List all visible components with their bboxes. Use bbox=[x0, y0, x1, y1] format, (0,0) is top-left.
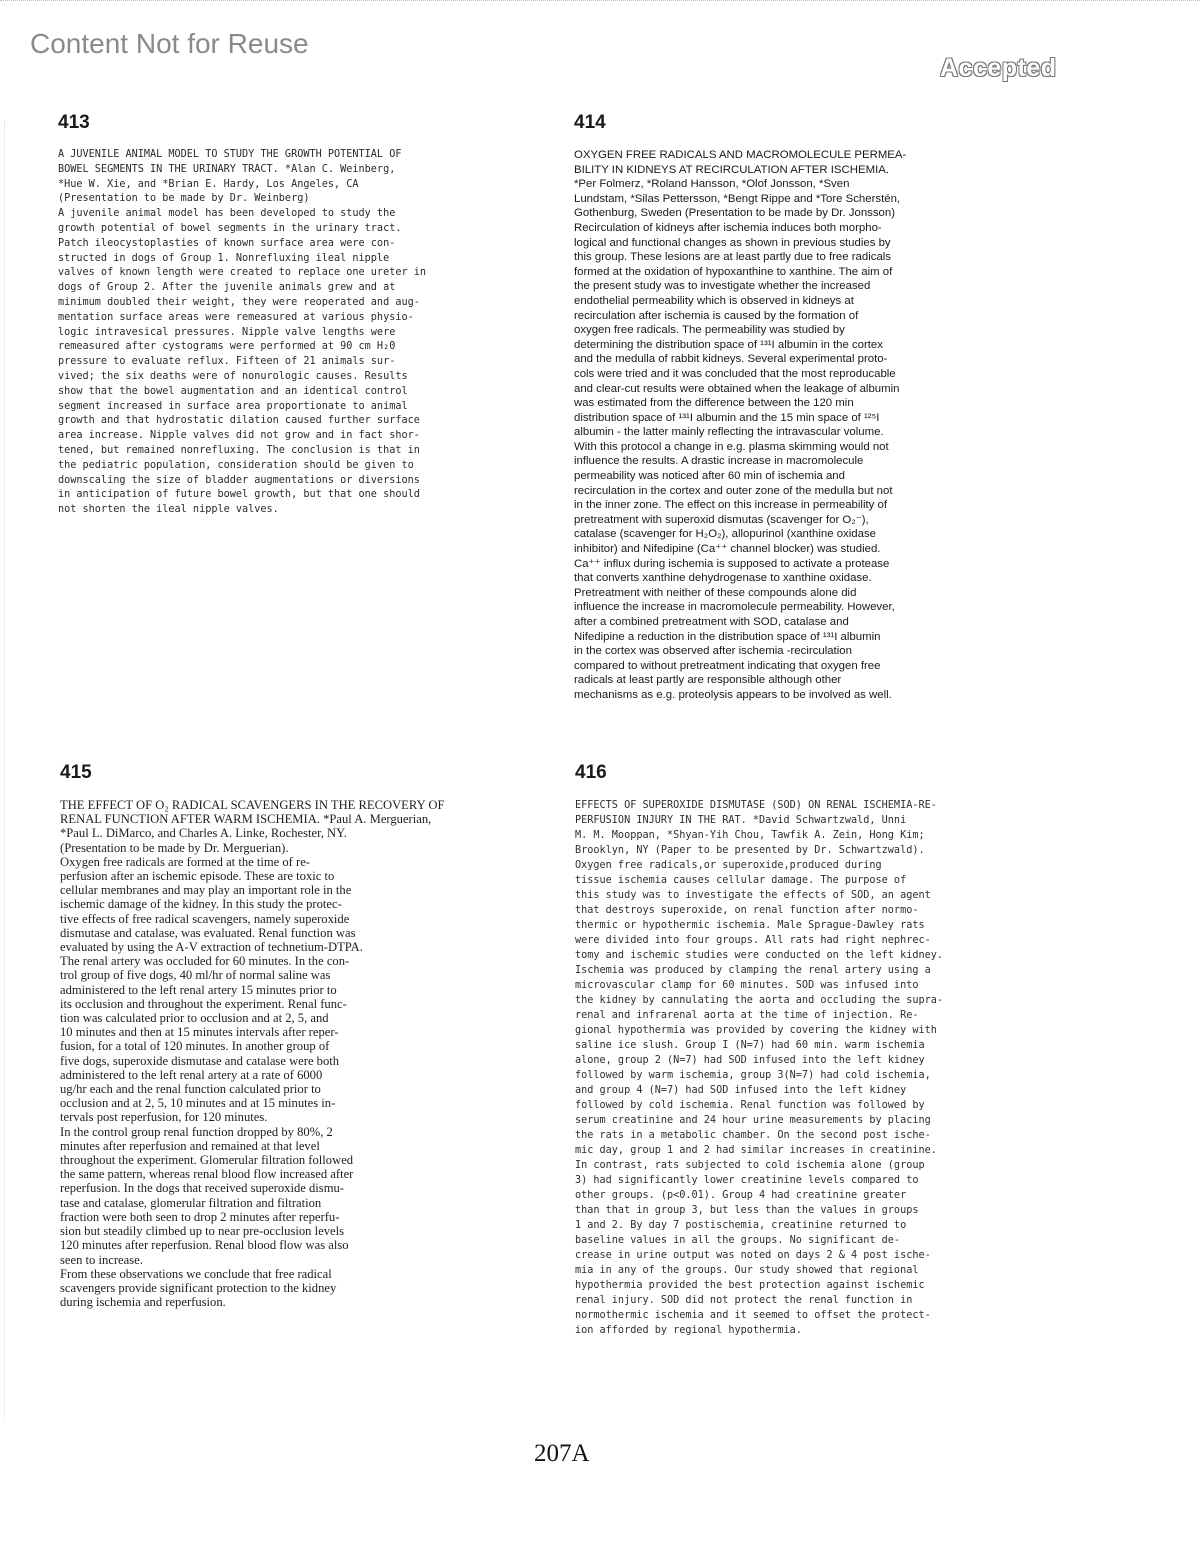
scan-margin bbox=[4, 120, 11, 1420]
abstract-body bbox=[60, 798, 530, 1309]
text-line: downscaling the size of bladder augmentations or diversions bbox=[58, 474, 420, 486]
text-line: normothermic ischemia and it seemed to offset the protect- bbox=[575, 1310, 931, 1321]
text-line: 3) had significantly lower creatinine levels compared to bbox=[575, 1175, 919, 1186]
text-line: renal and infrarenal aorta at the time of injection. Re- bbox=[575, 1010, 919, 1021]
text-line: in the inner zone. The effect on this increase in permeability of bbox=[574, 499, 888, 512]
text-line: endothelial permeability which is observed in kidneys at bbox=[574, 294, 854, 307]
text-line: the kidney by cannulating the aorta and occluding the supra- bbox=[575, 995, 944, 1006]
text-line: catalase (scavenger for H₂O₂), allopurinol (xanthine oxidase bbox=[574, 528, 876, 541]
text-line: *Per Folmerz, *Roland Hansson, *Olof Jonsson, *Sven bbox=[574, 178, 850, 191]
text-line: during ischemia and reperfusion. bbox=[60, 1295, 226, 1310]
text-line: show that the bowel augmentation and an identical control bbox=[58, 385, 408, 397]
text-line: radicals at least partly are responsible although other bbox=[574, 674, 842, 687]
text-line: determining the distribution space of ¹³¹I albumin in the cortex bbox=[574, 338, 883, 351]
text-line: seen to increase. bbox=[60, 1252, 143, 1267]
text-line: (Presentation to be made by Dr. Merguerian). bbox=[60, 840, 289, 855]
text-line: inhibitor) and Nifedipine (Ca⁺⁺ channel blocker) was studied. bbox=[574, 543, 881, 556]
text-line: *Paul L. DiMarco, and Charles A. Linke, Rochester, NY. bbox=[60, 826, 347, 841]
text-line: trol group of five dogs, 40 ml/hr of normal saline was bbox=[60, 968, 331, 983]
text-line: valves of known length were created to replace one ureter in bbox=[58, 267, 427, 279]
text-line: and clear-cut results were obtained when the leakage of albumin bbox=[574, 382, 900, 395]
text-line: vived; the six deaths were of nonurologic causes. Results bbox=[58, 370, 408, 382]
text-line: Oxygen free radicals,or superoxide,produced during bbox=[575, 860, 882, 871]
text-line: A juvenile animal model has been developed to study the bbox=[58, 208, 396, 220]
text-line: oxygen free radicals. The permeability was studied by bbox=[574, 324, 845, 337]
text-line: recirculation after ischemia is caused by the formation of bbox=[574, 309, 859, 322]
text-line: tomy and ischemic studies were conducted on the left kidney. bbox=[575, 950, 944, 961]
text-line: saline ice slush. Group I (N=7) had 60 min. warm ischemia bbox=[575, 1040, 925, 1051]
text-line: and group 4 (N=7) had SOD infused into the left kidney bbox=[575, 1085, 907, 1096]
text-line: thermic or hypothermic ischemia. Male Sprague-Dawley rats bbox=[575, 920, 925, 931]
text-line: From these observations we conclude that free radical bbox=[60, 1266, 332, 1281]
abstract-number: 413 bbox=[58, 112, 90, 133]
text-line: in the cortex was observed after ischemia -recirculation bbox=[574, 645, 852, 658]
abstract-number: 416 bbox=[575, 762, 607, 783]
text-line: occlusion and at 2, 5, 10 minutes and at 15 minutes in- bbox=[60, 1096, 336, 1111]
text-line: followed by warm ischemia, group 3(N=7) had cold ischemia, bbox=[575, 1070, 931, 1081]
text-line: ion afforded by regional hypothermia. bbox=[575, 1325, 802, 1336]
text-line: pressure to evaluate reflux. Fifteen of 21 animals sur- bbox=[58, 356, 396, 368]
text-line: segment increased in surface area proportionate to animal bbox=[58, 400, 408, 412]
text-line: perfusion after an ischemic episode. These are toxic to bbox=[60, 869, 335, 884]
text-line: administered to the left renal artery 15 minutes prior to bbox=[60, 982, 337, 997]
text-line: permeability was noticed after 60 min of ischemia and bbox=[574, 470, 845, 483]
text-line: In contrast, rats subjected to cold ischemia alone (group bbox=[575, 1160, 925, 1171]
text-line: Pretreatment with neither of these compounds alone did bbox=[574, 586, 857, 599]
text-line: tened, but remained nonrefluxing. The conclusion is that in bbox=[58, 444, 420, 456]
text-line: EFFECTS OF SUPEROXIDE DISMUTASE (SOD) ON RENAL ISCHEMIA-RE- bbox=[575, 800, 937, 811]
text-line: alone, group 2 (N=7) had SOD infused into the left kidney bbox=[575, 1055, 925, 1066]
text-line: formed at the oxidation of hypoxanthine to xanthine. The aim of bbox=[574, 265, 893, 278]
abstract-body bbox=[58, 148, 528, 518]
text-line: this study was to investigate the effects of SOD, an agent bbox=[575, 890, 931, 901]
page-number: 207A bbox=[534, 1440, 590, 1467]
text-line: the rats in a metabolic chamber. On the second post ische- bbox=[575, 1130, 931, 1141]
scan-edge bbox=[0, 0, 1200, 3]
text-line: scavengers provide significant protection to the kidney bbox=[60, 1280, 337, 1295]
text-line: dogs of Group 2. After the juvenile animals grew and at bbox=[58, 282, 396, 294]
abstract-414 bbox=[574, 112, 998, 703]
text-line: albumin - the latter mainly reflecting the intravascular volume. bbox=[574, 426, 884, 439]
abstract-413 bbox=[58, 112, 528, 518]
text-line: Oxygen free radicals are formed at the time of re- bbox=[60, 854, 310, 869]
text-line: throughout the experiment. Glomerular filtration followed bbox=[60, 1153, 354, 1168]
text-line: Gothenburg, Sweden (Presentation to be made by Dr. Jonsson) bbox=[574, 207, 896, 220]
text-line: Ischemia was produced by clamping the renal artery using a bbox=[575, 965, 931, 976]
text-line: logical and functional changes as shown in previous studies by bbox=[574, 236, 891, 249]
text-line: tive effects of free radical scavengers, namely superoxide bbox=[60, 911, 350, 926]
text-line: than that in group 3, but less than the values in groups bbox=[575, 1205, 919, 1216]
text-line: Brooklyn, NY (Paper to be presented by Dr. Schwartzwald). bbox=[575, 845, 925, 856]
text-line: the pediatric population, consideration should be given to bbox=[58, 459, 414, 471]
text-line: M. M. Mooppan, *Shyan-Yih Chou, Tawfik A. Zein, Hong Kim; bbox=[575, 830, 925, 841]
text-line: PERFUSION INJURY IN THE RAT. *David Schwartzwald, Unni bbox=[575, 815, 907, 826]
text-line: A JUVENILE ANIMAL MODEL TO STUDY THE GROWTH POTENTIAL OF bbox=[58, 149, 402, 160]
text-line: after a combined pretreatment with SOD, catalase and bbox=[574, 616, 849, 628]
text-line: 10 minutes and then at 15 minutes intervals after reper- bbox=[60, 1025, 339, 1040]
text-line: ischemic damage of the kidney. In this study the protec- bbox=[60, 897, 342, 912]
text-line: renal injury. SOD did not protect the renal function in bbox=[575, 1295, 913, 1306]
abstract-number: 414 bbox=[574, 112, 606, 133]
text-line: minutes after reperfusion and remained at that level bbox=[60, 1138, 320, 1153]
text-line: Patch ileocystoplasties of known surface area were con- bbox=[58, 237, 396, 249]
text-line: logic intravesical pressures. Nipple valve lengths were bbox=[58, 326, 396, 338]
text-line: compared to without pretreatment indicating that oxygen free bbox=[574, 659, 881, 672]
text-line: was estimated from the difference between the 120 min bbox=[574, 397, 854, 410]
text-line: minimum doubled their weight, they were reoperated and aug- bbox=[58, 296, 420, 308]
text-line: followed by cold ischemia. Renal function was followed by bbox=[575, 1100, 925, 1111]
text-line: pretreatment with superoxid dismutas (scavenger for O₂⁻), bbox=[574, 513, 869, 526]
text-line: hypothermia provided the best protection against ischemic bbox=[575, 1280, 925, 1291]
text-line: dismutase and catalase, was evaluated. Renal function was bbox=[60, 925, 356, 940]
abstract-body bbox=[574, 148, 998, 703]
text-line: RENAL FUNCTION AFTER WARM ISCHEMIA. *Paul A. Merguerian, bbox=[60, 812, 432, 827]
text-line: sion but steadily climbed up to near pre-occlusion levels bbox=[60, 1224, 344, 1239]
text-line: (Presentation to be made by Dr. Weinberg) bbox=[58, 193, 310, 205]
text-line: *Hue W. Xie, and *Brian E. Hardy, Los Angeles, CA bbox=[58, 178, 359, 190]
text-line: microvascular clamp for 60 minutes. SOD was infused into bbox=[575, 980, 919, 991]
text-line: mechanisms as e.g. proteolysis appears to be involved as well. bbox=[574, 688, 892, 701]
abstract-body bbox=[575, 798, 1025, 1338]
text-line: were divided into four groups. All rats had right nephrec- bbox=[575, 935, 931, 946]
text-line: its occlusion and throughout the experiment. Renal func- bbox=[60, 996, 347, 1011]
text-line: ug/hr each and the renal function calculated prior to bbox=[60, 1082, 321, 1097]
text-line: reperfusion. In the dogs that received superoxide dismu- bbox=[60, 1181, 344, 1196]
accepted-stamp: Accepted bbox=[940, 54, 1057, 82]
text-line: Lundstam, *Silas Pettersson, *Bengt Rippe and *Tore Scherstén, bbox=[574, 192, 901, 205]
text-line: growth and that hydrostatic dilation caused further surface bbox=[58, 415, 420, 427]
text-line: BILITY IN KIDNEYS AT RECIRCULATION AFTER ISCHEMIA. bbox=[574, 163, 889, 176]
watermark: Content Not for Reuse bbox=[30, 28, 309, 59]
text-line: In the control group renal function dropped by 80%, 2 bbox=[60, 1124, 333, 1139]
text-line: this group. These lesions are at least partly due to free radicals bbox=[574, 251, 892, 264]
text-line: recirculation in the cortex and outer zone of the medulla but not bbox=[574, 484, 893, 497]
text-line: With this protocol a change in e.g. plasma skimming would not bbox=[574, 440, 889, 453]
text-line: baseline values in all the groups. No significant de- bbox=[575, 1235, 901, 1246]
text-line: structed in dogs of Group 1. Nonrefluxing ileal nipple bbox=[58, 252, 390, 264]
text-line: The renal artery was occluded for 60 minutes. In the con- bbox=[60, 954, 350, 969]
text-line: 1 and 2. By day 7 postischemia, creatinine returned to bbox=[575, 1220, 907, 1231]
text-line: and the medulla of rabbit kidneys. Several experimental proto- bbox=[574, 353, 888, 366]
text-line: mic day, group 1 and 2 had similar increases in creatinine. bbox=[575, 1145, 937, 1156]
text-line: cols were tried and it was concluded that the most reproducable bbox=[574, 367, 896, 380]
abstract-416 bbox=[575, 762, 1025, 1338]
text-line: Recirculation of kidneys after ischemia induces both morpho- bbox=[574, 221, 882, 234]
abstract-number: 415 bbox=[60, 762, 92, 783]
text-line: mia in any of the groups. Our study showed that regional bbox=[575, 1265, 919, 1276]
text-line: tase and catalase, glomerular filtration and filtration bbox=[60, 1195, 322, 1210]
text-line: other groups. (p<0.01). Group 4 had creatinine greater bbox=[575, 1190, 907, 1201]
text-line: evaluated by using the A-V extraction of technetium-DTPA. bbox=[60, 940, 363, 955]
text-line: gional hypothermia was provided by covering the kidney with bbox=[575, 1025, 937, 1036]
text-line: in anticipation of future bowel growth, but that one should bbox=[58, 489, 420, 501]
text-line: remeasured after cystograms were performed at 90 cm H₂0 bbox=[58, 341, 396, 353]
text-line: OXYGEN FREE RADICALS AND MACROMOLECULE PERMEA- bbox=[574, 149, 907, 161]
text-line: mentation surface areas were remeasured at various physio- bbox=[58, 311, 414, 323]
text-line: that destroys superoxide, on renal function after normo- bbox=[575, 905, 919, 916]
text-line: BOWEL SEGMENTS IN THE URINARY TRACT. *Alan C. Weinberg, bbox=[58, 163, 396, 175]
text-line: influence the increase in macromolecule permeability. However, bbox=[574, 601, 895, 614]
abstract-415 bbox=[60, 762, 530, 1309]
text-line: Nifedipine a reduction in the distribution space of ¹³¹I albumin bbox=[574, 630, 881, 643]
text-line: Ca⁺⁺ influx during ischemia is supposed to activate a protease bbox=[574, 557, 890, 570]
text-line: tion was calculated prior to occlusion and at 2, 5, and bbox=[60, 1011, 329, 1026]
text-line: distribution space of ¹³¹I albumin and the 15 min space of ¹²⁵I bbox=[574, 411, 880, 424]
text-line: THE EFFECT OF O₂ RADICAL SCAVENGERS IN THE RECOVERY OF bbox=[60, 798, 445, 812]
text-line: not shorten the ileal nipple valves. bbox=[58, 504, 279, 516]
text-line: the present study was to investigate whether the increased bbox=[574, 280, 871, 293]
text-line: fusion, for a total of 120 minutes. In another group of bbox=[60, 1039, 330, 1054]
text-line: tissue ischemia causes cellular damage. The purpose of bbox=[575, 875, 907, 886]
text-line: growth potential of bowel segments in the urinary tract. bbox=[58, 222, 402, 234]
text-line: that converts xanthine dehydrogenase to xanthine oxidase. bbox=[574, 572, 872, 585]
text-line: crease in urine output was noted on days 2 & 4 post ische- bbox=[575, 1250, 931, 1261]
text-line: the same pattern, whereas renal blood flow increased after bbox=[60, 1167, 354, 1182]
text-line: administered to the left renal artery at a rate of 6000 bbox=[60, 1067, 323, 1082]
text-line: area increase. Nipple valves did not grow and in fact shor- bbox=[58, 430, 420, 442]
text-line: five dogs, superoxide dismutase and catalase were both bbox=[60, 1053, 340, 1068]
text-line: 120 minutes after reperfusion. Renal blood flow was also bbox=[60, 1238, 349, 1253]
text-line: cellular membranes and may play an important role in the bbox=[60, 883, 352, 898]
text-line: serum creatinine and 24 hour urine measurements by placing bbox=[575, 1115, 931, 1126]
text-line: influence the results. A drastic increase in macromolecule bbox=[574, 455, 864, 468]
text-line: tervals post reperfusion, for 120 minutes. bbox=[60, 1110, 268, 1125]
text-line: fraction were both seen to drop 2 minutes after reperfu- bbox=[60, 1209, 340, 1224]
